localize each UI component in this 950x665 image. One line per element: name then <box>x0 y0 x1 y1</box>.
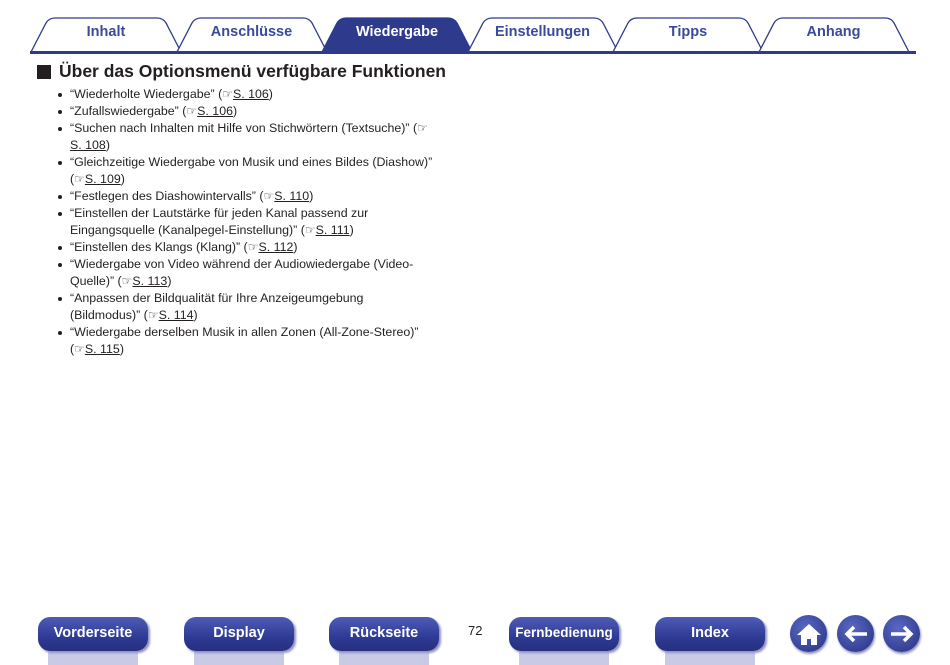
tab-tipps[interactable] <box>612 16 764 53</box>
forward-button[interactable] <box>883 615 920 652</box>
item-text: “Wiederholte Wiedergabe” ( <box>70 87 223 101</box>
vorderseite-button[interactable]: Vorderseite <box>38 617 148 651</box>
page-link[interactable]: S. 106 <box>232 87 269 101</box>
item-end: ) <box>193 308 198 322</box>
page-number: 72 <box>468 623 483 638</box>
section-heading <box>37 61 446 82</box>
item-end: ) <box>309 189 314 203</box>
item-text: “Einstellen des Klangs (Klang)” ( <box>70 240 248 254</box>
button-shadow <box>48 651 138 665</box>
tab-label: Anschlüsse <box>210 24 293 40</box>
chapter-tabs <box>30 16 916 54</box>
list-item <box>57 324 433 358</box>
home-button[interactable] <box>790 615 827 652</box>
list-item <box>57 239 433 256</box>
button-shadow <box>339 651 429 665</box>
item-end: ) <box>232 104 238 118</box>
tab-einstellungen[interactable] <box>467 16 619 53</box>
page-link[interactable]: S. 108 <box>70 138 106 152</box>
tab-label: Tipps <box>668 24 708 40</box>
home-icon <box>796 622 822 646</box>
page-link[interactable]: S. 112 <box>258 240 294 254</box>
index-button[interactable]: Index <box>655 617 765 651</box>
tab-inhalt[interactable] <box>30 16 182 53</box>
page-link[interactable]: S. 115 <box>84 342 120 356</box>
button-shadow <box>665 651 755 665</box>
item-end: ) <box>120 172 125 186</box>
section-heading-text: Über das Optionsmenü verfügbare Funktionen <box>59 61 446 81</box>
item-text: “Zufallswiedergabe” ( <box>70 104 187 118</box>
pointing-hand-icon: ☞ <box>74 342 85 356</box>
item-text: “Wiedergabe derselben Musik in allen Zonen (All-Zone-Stereo)” ( <box>70 325 419 356</box>
pointing-hand-icon: ☞ <box>74 172 85 186</box>
list-item <box>57 205 433 239</box>
square-bullet-icon <box>37 65 51 79</box>
list-item <box>57 188 433 205</box>
item-text: “Suchen nach Inhalten mit Hilfe von Stichwörtern (Textsuche)” ( <box>70 121 418 135</box>
page-link[interactable]: S. 109 <box>84 172 121 186</box>
item-text: “Festlegen des Diashowintervalls” ( <box>70 189 264 203</box>
display-button[interactable]: Display <box>184 617 294 651</box>
page-link[interactable]: S. 111 <box>315 223 350 237</box>
list-item <box>57 256 433 290</box>
list-item <box>57 86 433 103</box>
tab-label: Wiedergabe <box>355 24 439 40</box>
list-item <box>57 120 433 154</box>
page-link[interactable]: S. 106 <box>197 104 233 118</box>
arrow-left-icon <box>843 624 869 644</box>
item-text: “Anpassen der Bildqualität für Ihre Anzeigeumgebung (Bildmodus)” ( <box>70 291 364 322</box>
tab-divider <box>30 51 916 54</box>
tab-anschlüsse[interactable] <box>176 16 328 53</box>
list-item <box>57 290 433 324</box>
pointing-hand-icon: ☞ <box>247 240 259 254</box>
item-end: ) <box>105 138 110 152</box>
page-link[interactable]: S. 114 <box>158 308 194 322</box>
item-end: ) <box>268 87 273 101</box>
tab-label: Inhalt <box>86 24 126 40</box>
item-text: “Gleichzeitige Wiedergabe von Musik und eines Bildes (Diashow)” ( <box>70 155 433 186</box>
button-shadow <box>519 651 609 665</box>
list-item <box>57 103 433 120</box>
page-link[interactable]: S. 110 <box>274 189 310 203</box>
item-end: ) <box>167 274 172 288</box>
item-end: ) <box>119 342 124 356</box>
button-shadow <box>194 651 284 665</box>
pointing-hand-icon: ☞ <box>147 308 159 322</box>
item-text: “Einstellen der Lautstärke für jeden Kanal passend zur Eingangsquelle (Kanalpegel-Einstellung)” ( <box>70 206 369 237</box>
fernbedienung-button[interactable]: Fernbedienung <box>509 617 619 651</box>
tab-anhang[interactable] <box>758 16 910 53</box>
pointing-hand-icon: ☞ <box>304 223 316 237</box>
page-link[interactable]: S. 113 <box>132 274 168 288</box>
rückseite-button[interactable]: Rückseite <box>329 617 439 651</box>
item-text: “Wiedergabe von Video während der Audiowiedergabe (Video-Quelle)” ( <box>70 257 414 288</box>
pointing-hand-icon: ☞ <box>263 189 275 203</box>
tab-wiedergabe[interactable] <box>321 16 473 53</box>
item-end: ) <box>293 240 298 254</box>
tab-label: Anhang <box>806 24 861 40</box>
pointing-hand-icon: ☞ <box>417 121 428 135</box>
function-list <box>57 86 437 358</box>
tab-label: Einstellungen <box>494 24 591 40</box>
item-end: ) <box>349 223 354 237</box>
list-item <box>57 154 433 188</box>
pointing-hand-icon: ☞ <box>121 274 133 288</box>
pointing-hand-icon: ☞ <box>186 104 198 118</box>
pointing-hand-icon: ☞ <box>222 87 233 101</box>
back-button[interactable] <box>837 615 874 652</box>
arrow-right-icon <box>889 624 915 644</box>
